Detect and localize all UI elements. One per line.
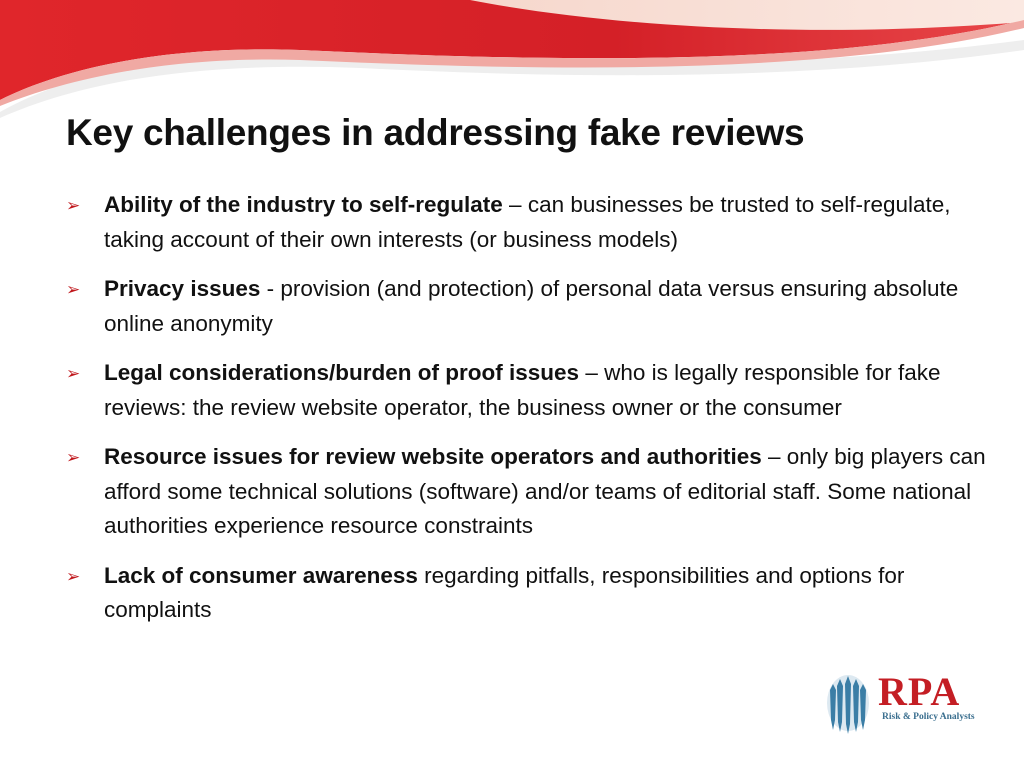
bullet-text: – who is legally responsible for fake reviews: the review website operator, the business owner or the consumer xyxy=(104,360,941,420)
logo-tagline: Risk & Policy Analysts xyxy=(882,712,975,722)
challenge-list xyxy=(66,188,986,643)
bullet-item xyxy=(66,440,986,544)
bullet-item xyxy=(66,559,986,628)
bullet-lead: Resource issues for review website operators and authorities xyxy=(104,444,762,469)
bullet-text: – can businesses be trusted to self-regulate, taking account of their own interests (or business models) xyxy=(104,192,951,252)
rpa-figures-icon xyxy=(822,668,874,738)
bullet-lead: Privacy issues xyxy=(104,276,261,301)
slide-title: Key challenges in addressing fake reviews xyxy=(66,112,805,153)
arrow-bullet-icon: ➢ xyxy=(66,280,81,299)
bullet-text: – only big players can afford some technical solutions (software) and/or teams of editorial staff. Some national authorities experience resource constraints xyxy=(104,444,986,538)
bullet-item xyxy=(66,188,986,257)
bullet-lead: Legal considerations/burden of proof issues xyxy=(104,360,580,385)
bullet-lead: Ability of the industry to self-regulate xyxy=(104,192,503,217)
bullet-text: regarding pitfalls, responsibilities and options for complaints xyxy=(104,562,905,622)
bullet-lead: Lack of consumer awareness xyxy=(104,562,418,588)
bullet-item xyxy=(66,356,986,425)
arrow-bullet-icon: ➢ xyxy=(66,196,81,215)
bullet-item xyxy=(66,272,986,341)
arrow-bullet-icon: ➢ xyxy=(66,448,81,467)
rpa-logo xyxy=(822,668,982,738)
bullet-text: - provision (and protection) of personal data versus ensuring absolute online anonymity xyxy=(104,276,959,336)
arrow-bullet-icon: ➢ xyxy=(66,364,81,383)
arrow-bullet-icon: ➢ xyxy=(66,566,81,586)
header-swoosh xyxy=(0,0,1024,130)
logo-name: RPA xyxy=(878,669,961,714)
